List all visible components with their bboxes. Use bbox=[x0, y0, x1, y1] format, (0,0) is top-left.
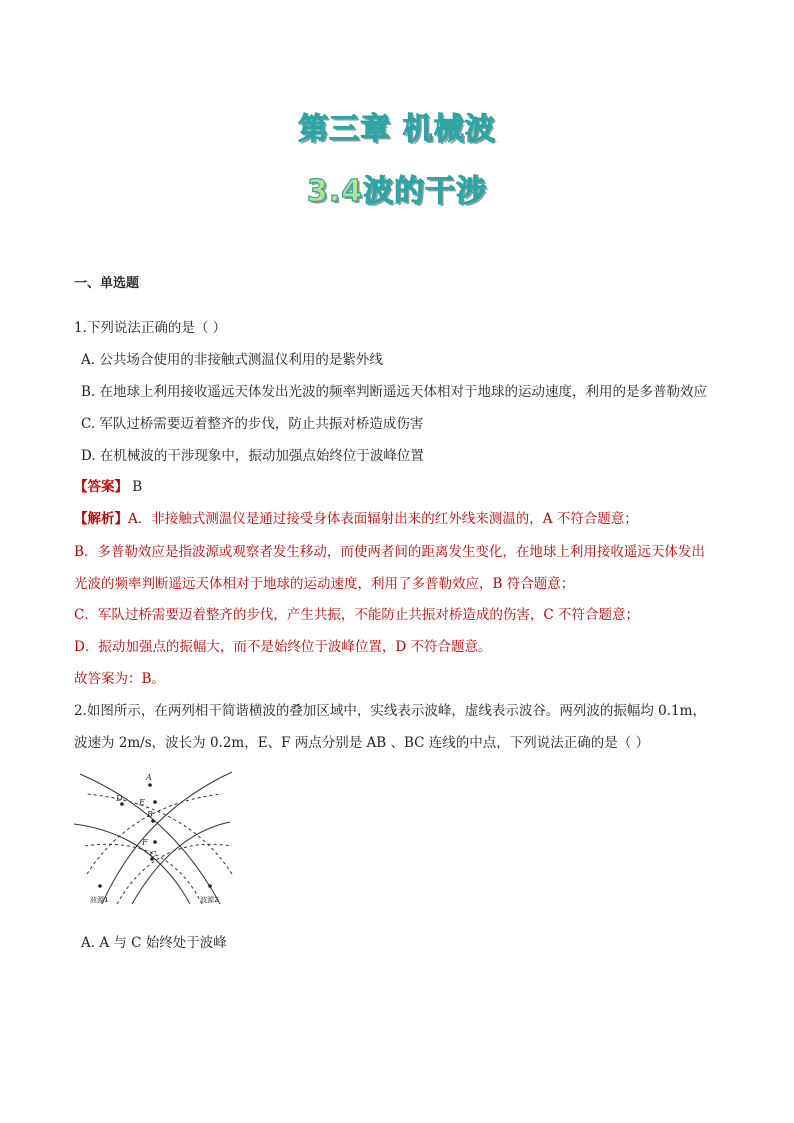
point-a-dot bbox=[148, 783, 152, 787]
q2-stem-line2: 波速为 2m/s，波长为 0.2m，E、F 两点分别是 AB 、BC 连线的中点，下列说法正确的是（ ） bbox=[74, 735, 650, 751]
label-f: F bbox=[142, 838, 148, 847]
q1-analysis-line: B．多普勒效应是指波源或观察者发生移动，而使两者间的距离发生变化，在地球上利用接收遥远天体发出 bbox=[74, 544, 705, 560]
source2-dot bbox=[208, 884, 212, 888]
point-e-dot bbox=[153, 800, 157, 804]
q1-analysis-line: 光波的频率判断遥远天体相对于地球的运动速度，利用了多普勒效应，B 符合题意； bbox=[74, 576, 575, 592]
section-heading: 一、单选题 bbox=[74, 276, 140, 291]
q1-option-b: B. 在地球上利用接收遥远天体发出光波的频率判断遥远天体相对于地球的运动速度，利用的是多普勒效应 bbox=[81, 384, 708, 400]
trough-line-source2 bbox=[87, 794, 232, 874]
crest-line-source2 bbox=[74, 824, 190, 904]
q1-analysis-line: C．军队过桥需要迈着整齐的步伐，产生共振，不能防止共振对桥造成的伤害，C 不符合题意； bbox=[74, 607, 639, 623]
crest-line-source1 bbox=[102, 772, 232, 904]
source1-dot bbox=[98, 884, 102, 888]
wave-interference-figure bbox=[72, 764, 242, 914]
q2-option-a: A. A 与 C 始终处于波峰 bbox=[81, 935, 227, 951]
q1-option-d: D. 在机械波的干涉现象中，振动加强点始终位于波峰位置 bbox=[81, 448, 424, 464]
q1-analysis-line bbox=[74, 507, 638, 527]
analysis-label: 【解析】 bbox=[74, 511, 128, 527]
q1-option-c: C. 军队过桥需要迈着整齐的步伐，防止共振对桥造成伤害 bbox=[81, 416, 424, 432]
label-source1: 波源1 bbox=[90, 896, 109, 904]
answer-value: B bbox=[132, 479, 143, 495]
q1-conclusion: 故答案为：B。 bbox=[74, 671, 165, 687]
label-d: D bbox=[116, 794, 123, 803]
q1-option-a: A. 公共场合使用的非接触式测温仪利用的是紫外线 bbox=[81, 352, 383, 368]
answer-label: 【答案】 bbox=[74, 479, 128, 495]
label-b: B bbox=[147, 810, 153, 819]
label-source2: 波源2 bbox=[200, 896, 219, 904]
q2-stem-line1: 2.如图所示，在两列相干简谐横波的叠加区域中，实线表示波峰，虚线表示波谷。两列波的振幅均 0.1m， bbox=[74, 703, 706, 719]
label-c: C bbox=[150, 850, 157, 859]
label-a: A bbox=[146, 773, 152, 782]
label-e: E bbox=[139, 798, 145, 807]
lesson-title: 3.4波的干涉 bbox=[306, 174, 488, 209]
q1-stem: 1.下列说法正确的是（ ） bbox=[74, 320, 227, 336]
trough-line-source1 bbox=[87, 794, 222, 874]
point-b-dot bbox=[151, 819, 155, 823]
analysis-text: A．非接触式测温仪是通过接受身体表面辐射出来的红外线来测温的，A 不符合题意； bbox=[128, 511, 638, 527]
chapter-title: 第三章 机械波 bbox=[298, 112, 496, 147]
q1-analysis-line: D．振动加强点的振幅大，而不是始终位于波峰位置，D 不符合题意。 bbox=[74, 639, 492, 655]
crest-line-source2 bbox=[80, 774, 220, 904]
q1-answer bbox=[74, 475, 142, 495]
point-f-dot bbox=[153, 840, 157, 844]
